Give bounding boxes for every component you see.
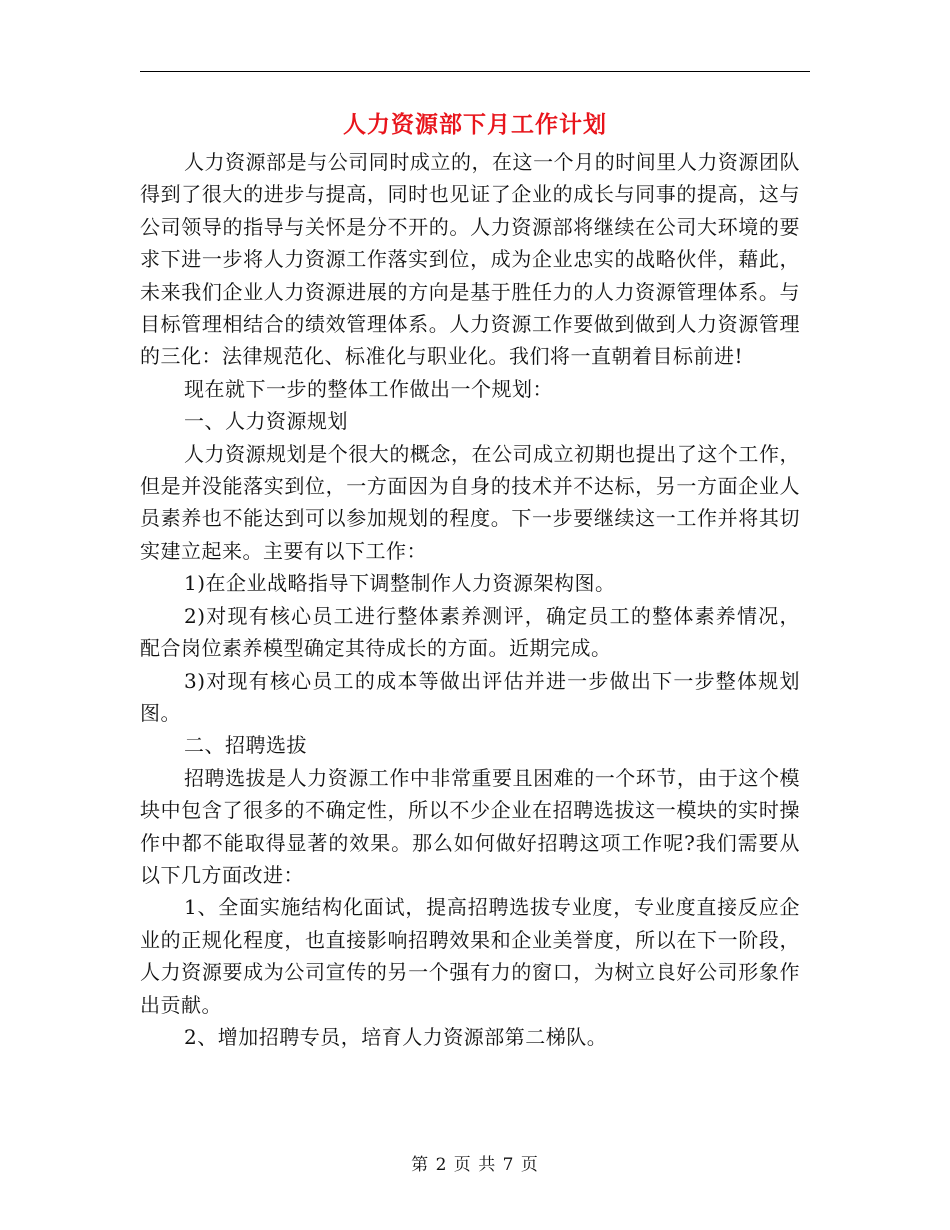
list-item-hr-planning-2: 2)对现有核心员工进行整体素养测评，确定员工的整体素养情况，配合岗位素养模型确定其待成长的方面。近期完成。 [140, 603, 800, 661]
paragraph-intro: 人力资源部是与公司同时成立的，在这一个月的时间里人力资源团队得到了很大的进步与提高，同时也见证了企业的成长与同事的提高，这与公司领导的指导与关怀是分不开的。人力资源部将继续在公司大环境的要求下进一步将人力资源工作落实到位，成为企业忠实的战略伙伴，藉此，未来我们企业人力资源进展的方向是基于胜任力的人力资源管理体系。与目标管理相结合的绩效管理体系。人力资源工作要做到做到人力资源管理的三化：法律规范化、标准化与职业化。我们将一直朝着目标前进! [140, 150, 800, 369]
list-item-hr-planning-1: 1)在企业战略指导下调整制作人力资源架构图。 [184, 571, 616, 596]
page-footer: 第 2 页 共 7 页 [411, 1155, 539, 1175]
paragraph-recruitment: 招聘选拔是人力资源工作中非常重要且困难的一个环节，由于这个模块中包含了很多的不确定性，所以不少企业在招聘选拔这一模块的实时操作中都不能取得显著的效果。那么如何做好招聘这项工作呢?我们需要从以下几方面改进： [140, 765, 800, 887]
paragraph-plan-lead: 现在就下一步的整体工作做出一个规划： [184, 376, 553, 401]
list-item-hr-planning-3: 3)对现有核心员工的成本等做出评估并进一步做出下一步整体规划图。 [140, 668, 800, 725]
section-heading-hr-planning: 一、人力资源规划 [184, 409, 348, 434]
document-title: 人力资源部下月工作计划 [343, 111, 607, 138]
header-rule [140, 71, 810, 72]
list-item-recruitment-2: 2、增加招聘专员，培育人力资源部第二梯队。 [184, 1024, 608, 1049]
document-body [140, 146, 800, 1053]
paragraph-hr-planning: 人力资源规划是个很大的概念，在公司成立初期也提出了这个工作，但是并没能落实到位，一方面因为自身的技术并不达标，另一方面企业人员素养也不能达到可以参加规划的程度。下一步要继续这一工作并将其切实建立起来。主要有以下工作： [140, 441, 800, 563]
section-heading-recruitment: 二、招聘选拔 [184, 733, 307, 758]
list-item-recruitment-1: 1、全面实施结构化面试，提高招聘选拔专业度，专业度直接反应企业的正规化程度，也直接影响招聘效果和企业美誉度，所以在下一阶段，人力资源要成为公司宣传的另一个强有力的窗口，为树立良好公司形象作出贡献。 [140, 895, 800, 1017]
